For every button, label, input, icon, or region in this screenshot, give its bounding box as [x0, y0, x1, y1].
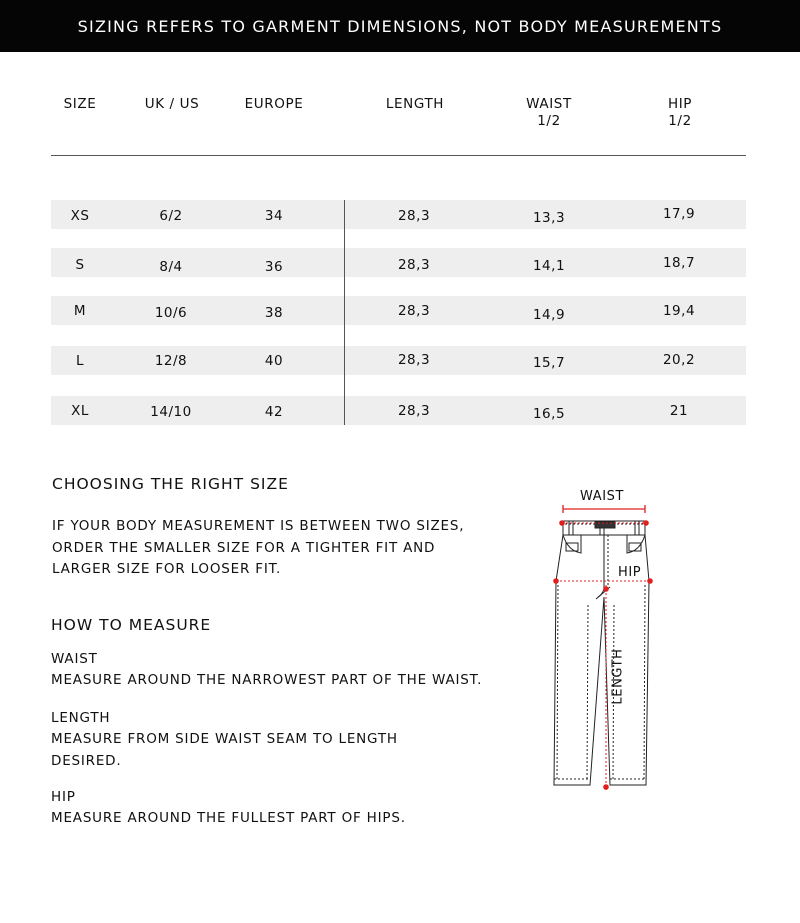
hip-title: HIP [51, 789, 76, 805]
length-line: DESIRED. [51, 752, 122, 769]
cell-waist: 13,3 [532, 210, 566, 226]
cell-europe: 40 [264, 353, 284, 369]
length-title: LENGTH [51, 710, 111, 726]
length-text [51, 729, 398, 772]
cell-waist: 16,5 [532, 406, 566, 422]
cell-length: 28,3 [397, 208, 431, 224]
cell-waist: 14,1 [532, 258, 566, 274]
choosing-line: ORDER THE SMALLER SIZE FOR A TIGHTER FIT AND [52, 539, 436, 556]
header-waist [514, 96, 584, 130]
cell-ukus: 12/8 [154, 353, 188, 369]
diagram-length-label: LENGTH [610, 648, 626, 705]
cell-ukus: 10/6 [154, 305, 188, 321]
header-waist-label: WAIST [526, 96, 572, 112]
header-hip-label: HIP [667, 96, 693, 112]
cell-length: 28,3 [397, 257, 431, 273]
cell-size: XS [70, 208, 90, 224]
cell-hip: 20,2 [662, 352, 696, 368]
how-to-title: HOW TO MEASURE [51, 616, 212, 634]
cell-hip: 21 [669, 403, 689, 419]
cell-length: 28,3 [397, 403, 431, 419]
cell-ukus: 8/4 [159, 259, 183, 275]
cell-waist: 15,7 [532, 355, 566, 371]
length-line: MEASURE FROM SIDE WAIST SEAM TO LENGTH [51, 731, 398, 747]
cell-size: S [75, 257, 85, 273]
top-banner [0, 0, 800, 52]
cell-europe: 36 [264, 259, 284, 275]
waist-title: WAIST [51, 651, 98, 667]
waist-text [51, 670, 482, 692]
header-waist-sub: 1/2 [537, 113, 561, 129]
cell-length: 28,3 [397, 303, 431, 319]
column-divider [344, 200, 345, 425]
cell-europe: 42 [264, 404, 284, 420]
choosing-line: IF YOUR BODY MEASUREMENT IS BETWEEN TWO SIZES, [52, 518, 465, 534]
cell-europe: 38 [264, 305, 284, 321]
cell-ukus: 14/10 [150, 404, 192, 420]
header-europe: EUROPE [244, 96, 304, 112]
hip-text [51, 808, 406, 830]
cell-length: 28,3 [397, 352, 431, 368]
diagram-hip-label: HIP [618, 565, 642, 580]
jeans-measurement-icon [540, 485, 670, 800]
header-hip-sub: 1/2 [668, 113, 692, 129]
banner-text: SIZING REFERS TO GARMENT DIMENSIONS, NOT BODY MEASUREMENTS [77, 16, 723, 36]
diagram-waist-label: WAIST [580, 489, 625, 504]
cell-size: M [73, 303, 87, 319]
header-hip [650, 96, 710, 130]
header-size: SIZE [63, 96, 97, 112]
header-ukus: UK / US [144, 96, 200, 112]
cell-europe: 34 [264, 208, 284, 224]
choosing-title: CHOOSING THE RIGHT SIZE [52, 475, 289, 493]
choosing-text [52, 516, 464, 581]
cell-size: XL [71, 403, 89, 419]
choosing-line: LARGER SIZE FOR LOOSER FIT. [52, 561, 282, 577]
cell-waist: 14,9 [532, 307, 566, 323]
header-divider [51, 155, 746, 156]
cell-hip: 18,7 [662, 255, 696, 271]
cell-ukus: 6/2 [159, 208, 183, 224]
cell-hip: 19,4 [662, 303, 696, 319]
jeans-svg [540, 485, 670, 800]
hip-line: MEASURE AROUND THE FULLEST PART OF HIPS. [51, 810, 406, 826]
cell-size: L [75, 353, 85, 369]
header-length: LENGTH [385, 96, 445, 112]
waist-line: MEASURE AROUND THE NARROWEST PART OF THE WAIST. [51, 672, 483, 688]
cell-hip: 17,9 [662, 206, 696, 222]
